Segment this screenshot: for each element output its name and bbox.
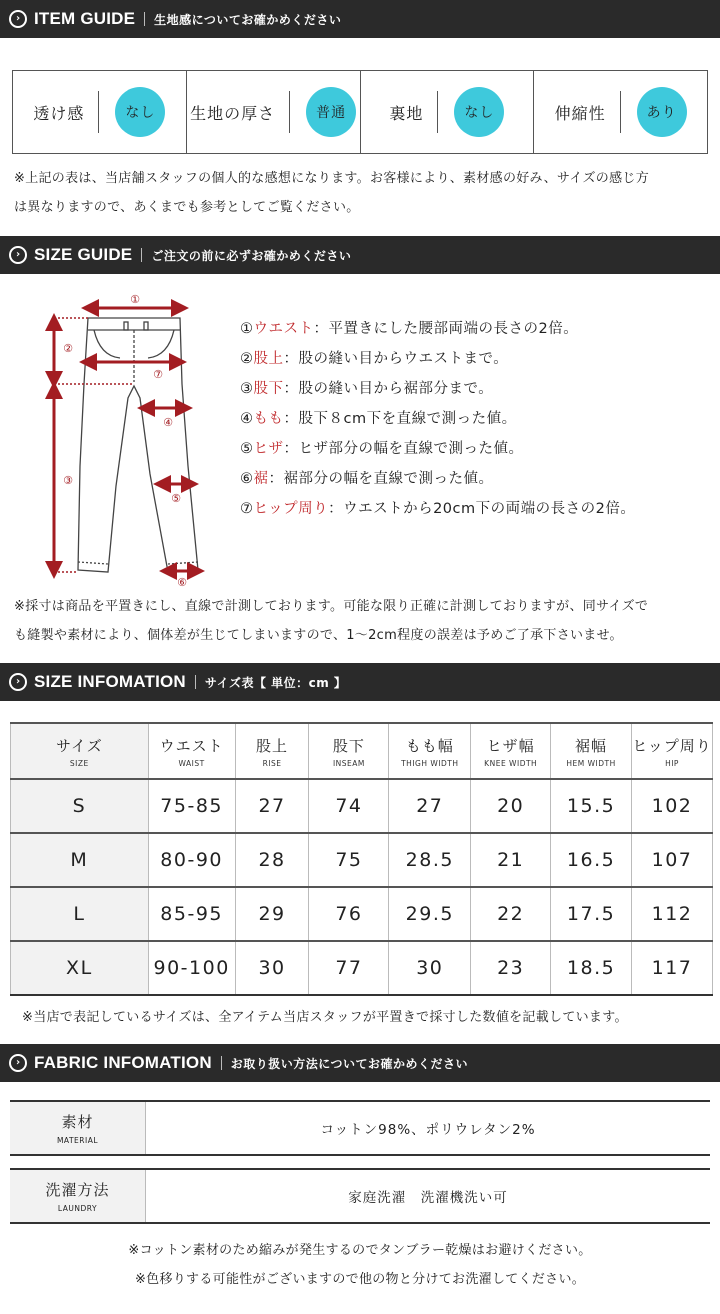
table-cell: 27 (389, 779, 471, 833)
label-en: LAUNDRY (57, 1204, 98, 1213)
marker-2: ② (63, 342, 73, 355)
size-guide-legend (240, 314, 635, 524)
cell-value-badge: 普通 (306, 87, 356, 137)
marker-7: ⑦ (153, 368, 163, 381)
table-cell: 18.5 (551, 941, 632, 995)
table-cell: 22 (471, 887, 551, 941)
table-cell: 21 (471, 833, 551, 887)
table-cell: 85-95 (148, 887, 235, 941)
table-row (11, 779, 713, 833)
table-cell: 117 (632, 941, 713, 995)
table-cell: 20 (471, 779, 551, 833)
table-cell: 17.5 (551, 887, 632, 941)
divider (195, 675, 196, 689)
section-subtitle: お取り扱い方法についてお確かめください (230, 1056, 469, 1071)
size-cell: L (11, 887, 149, 941)
column-header: 股下 INSEAM (309, 723, 389, 779)
item-guide-table (12, 70, 708, 154)
column-header: サイズ SIZE (11, 723, 149, 779)
fabric-material-row (10, 1100, 710, 1156)
column-header: 裾幅 HEM WIDTH (551, 723, 632, 779)
table-cell: 75-85 (148, 779, 235, 833)
table-cell: 28.5 (389, 833, 471, 887)
note-line: ※上記の表は、当店舗スタッフの個人的な感想になります。お客様により、素材感の好み、サイズの感じ方 (14, 171, 649, 186)
table-cell: 102 (632, 779, 713, 833)
item-guide-header (0, 0, 720, 38)
fabric-info-header (0, 1044, 720, 1082)
size-cell: S (11, 779, 149, 833)
label-en: MATERIAL (56, 1136, 99, 1145)
table-cell: 30 (389, 941, 471, 995)
cell-label: 透け感 (33, 103, 85, 123)
legend-item: ⑦ヒップ周り：ウエストから20cm下の両端の長さの2倍。 (240, 501, 636, 517)
table-cell: 30 (235, 941, 309, 995)
section-title: FABRIC INFOMATION (34, 1053, 212, 1072)
legend-item: ②股上：股の縫い目からウエストまで。 (240, 351, 509, 367)
table-cell: 75 (309, 833, 389, 887)
item-guide-cell-lining (361, 71, 535, 153)
size-info-header (0, 663, 720, 701)
note-line: ※採寸は商品を平置きにし、直線で計測しております。可能な限り正確に計測しておりますが、同サイズで (14, 599, 649, 614)
table-cell: 107 (632, 833, 713, 887)
note-line: も縫製や素材により、個体差が生じてしまいますので、1～2cm程度の誤差は予めご了承下さいませ。 (14, 628, 623, 643)
table-cell: 112 (632, 887, 713, 941)
size-guide-header (0, 236, 720, 274)
table-row (11, 887, 713, 941)
marker-5: ⑤ (171, 492, 181, 505)
cell-label: 伸縮性 (554, 103, 606, 123)
size-cell: M (11, 833, 149, 887)
chevron-right-icon: › (9, 1054, 27, 1072)
section-subtitle: ご注文の前に必ずお確かめください (151, 248, 352, 263)
size-table (10, 722, 713, 996)
section-subtitle: 生地感についてお確かめください (154, 12, 342, 27)
divider (221, 1056, 222, 1070)
table-cell: 77 (309, 941, 389, 995)
legend-item: ⑥裾：裾部分の幅を直線で測った値。 (240, 471, 494, 487)
row-label (10, 1170, 146, 1222)
table-cell: 29 (235, 887, 309, 941)
item-guide-note (14, 164, 649, 222)
divider (289, 91, 290, 133)
column-header: 股上 RISE (235, 723, 309, 779)
legend-item: ⑤ヒザ：ヒザ部分の幅を直線で測った値。 (240, 441, 524, 457)
column-header: ヒップ周り HIP (632, 723, 713, 779)
table-cell: 16.5 (551, 833, 632, 887)
table-header-row (11, 723, 713, 779)
note-line: は異なりますので、あくまでも参考としてご覧ください。 (14, 200, 360, 215)
chevron-right-icon: › (9, 246, 27, 264)
pants-outline (78, 318, 198, 572)
cell-label: 生地の厚さ (190, 103, 276, 123)
table-cell: 80-90 (148, 833, 235, 887)
table-cell: 76 (309, 887, 389, 941)
table-row (11, 941, 713, 995)
divider (98, 91, 99, 133)
fabric-info-note (0, 1236, 720, 1294)
divider (141, 248, 142, 262)
column-header: もも幅 THIGH WIDTH (389, 723, 471, 779)
section-subtitle: サイズ表【 単位：cm 】 (204, 675, 347, 690)
row-label (10, 1102, 146, 1154)
marker-1: ① (130, 293, 140, 306)
size-info-note: ※当店で表記しているサイズは、全アイテム当店スタッフが平置きで採寸した数値を記載しています。 (22, 1010, 628, 1025)
section-title: SIZE GUIDE (34, 245, 133, 264)
table-cell: 28 (235, 833, 309, 887)
note-line: ※色移りする可能性がございますので他の物と分けてお洗濯してください。 (134, 1272, 586, 1287)
table-cell: 74 (309, 779, 389, 833)
size-cell: XL (11, 941, 149, 995)
cell-value-badge: あり (637, 87, 687, 137)
fabric-laundry-row (10, 1168, 710, 1224)
item-guide-cell-thickness (187, 71, 361, 153)
column-header: ウエスト WAIST (148, 723, 235, 779)
divider (144, 12, 145, 26)
marker-6: ⑥ (177, 576, 187, 589)
table-cell: 29.5 (389, 887, 471, 941)
table-cell: 15.5 (551, 779, 632, 833)
table-cell: 23 (471, 941, 551, 995)
note-line: ※コットン素材のため縮みが発生するのでタンブラー乾燥はお避けください。 (128, 1243, 592, 1258)
material-value: コットン98%、ポリウレタン2% (320, 1122, 536, 1138)
section-title: SIZE INFOMATION (34, 672, 186, 691)
cell-label: 裏地 (389, 103, 424, 123)
legend-item: ③股下：股の縫い目から裾部分まで。 (240, 381, 494, 397)
column-header: ヒザ幅 KNEE WIDTH (471, 723, 551, 779)
chevron-right-icon: › (9, 673, 27, 691)
legend-item: ①ウエスト：平置きにした腰部両端の長さの2倍。 (240, 321, 579, 337)
chevron-right-icon: › (9, 10, 27, 28)
marker-3: ③ (63, 474, 73, 487)
cell-value-badge: なし (454, 87, 504, 137)
divider (437, 91, 438, 133)
size-guide-note (14, 592, 648, 650)
table-cell: 90-100 (148, 941, 235, 995)
legend-item: ④もも：股下８cm下を直線で測った値。 (240, 411, 517, 427)
label-jp: 洗濯方法 (45, 1181, 110, 1199)
laundry-value: 家庭洗濯 洗濯機洗い可 (348, 1190, 508, 1206)
table-cell: 27 (235, 779, 309, 833)
divider (620, 91, 621, 133)
pants-diagram (40, 286, 220, 592)
marker-4: ④ (163, 416, 173, 429)
section-title: ITEM GUIDE (34, 9, 136, 28)
item-guide-cell-stretch (534, 71, 707, 153)
table-row (11, 833, 713, 887)
cell-value-badge: なし (115, 87, 165, 137)
item-guide-cell-sheer (13, 71, 187, 153)
label-jp: 素材 (61, 1113, 94, 1131)
